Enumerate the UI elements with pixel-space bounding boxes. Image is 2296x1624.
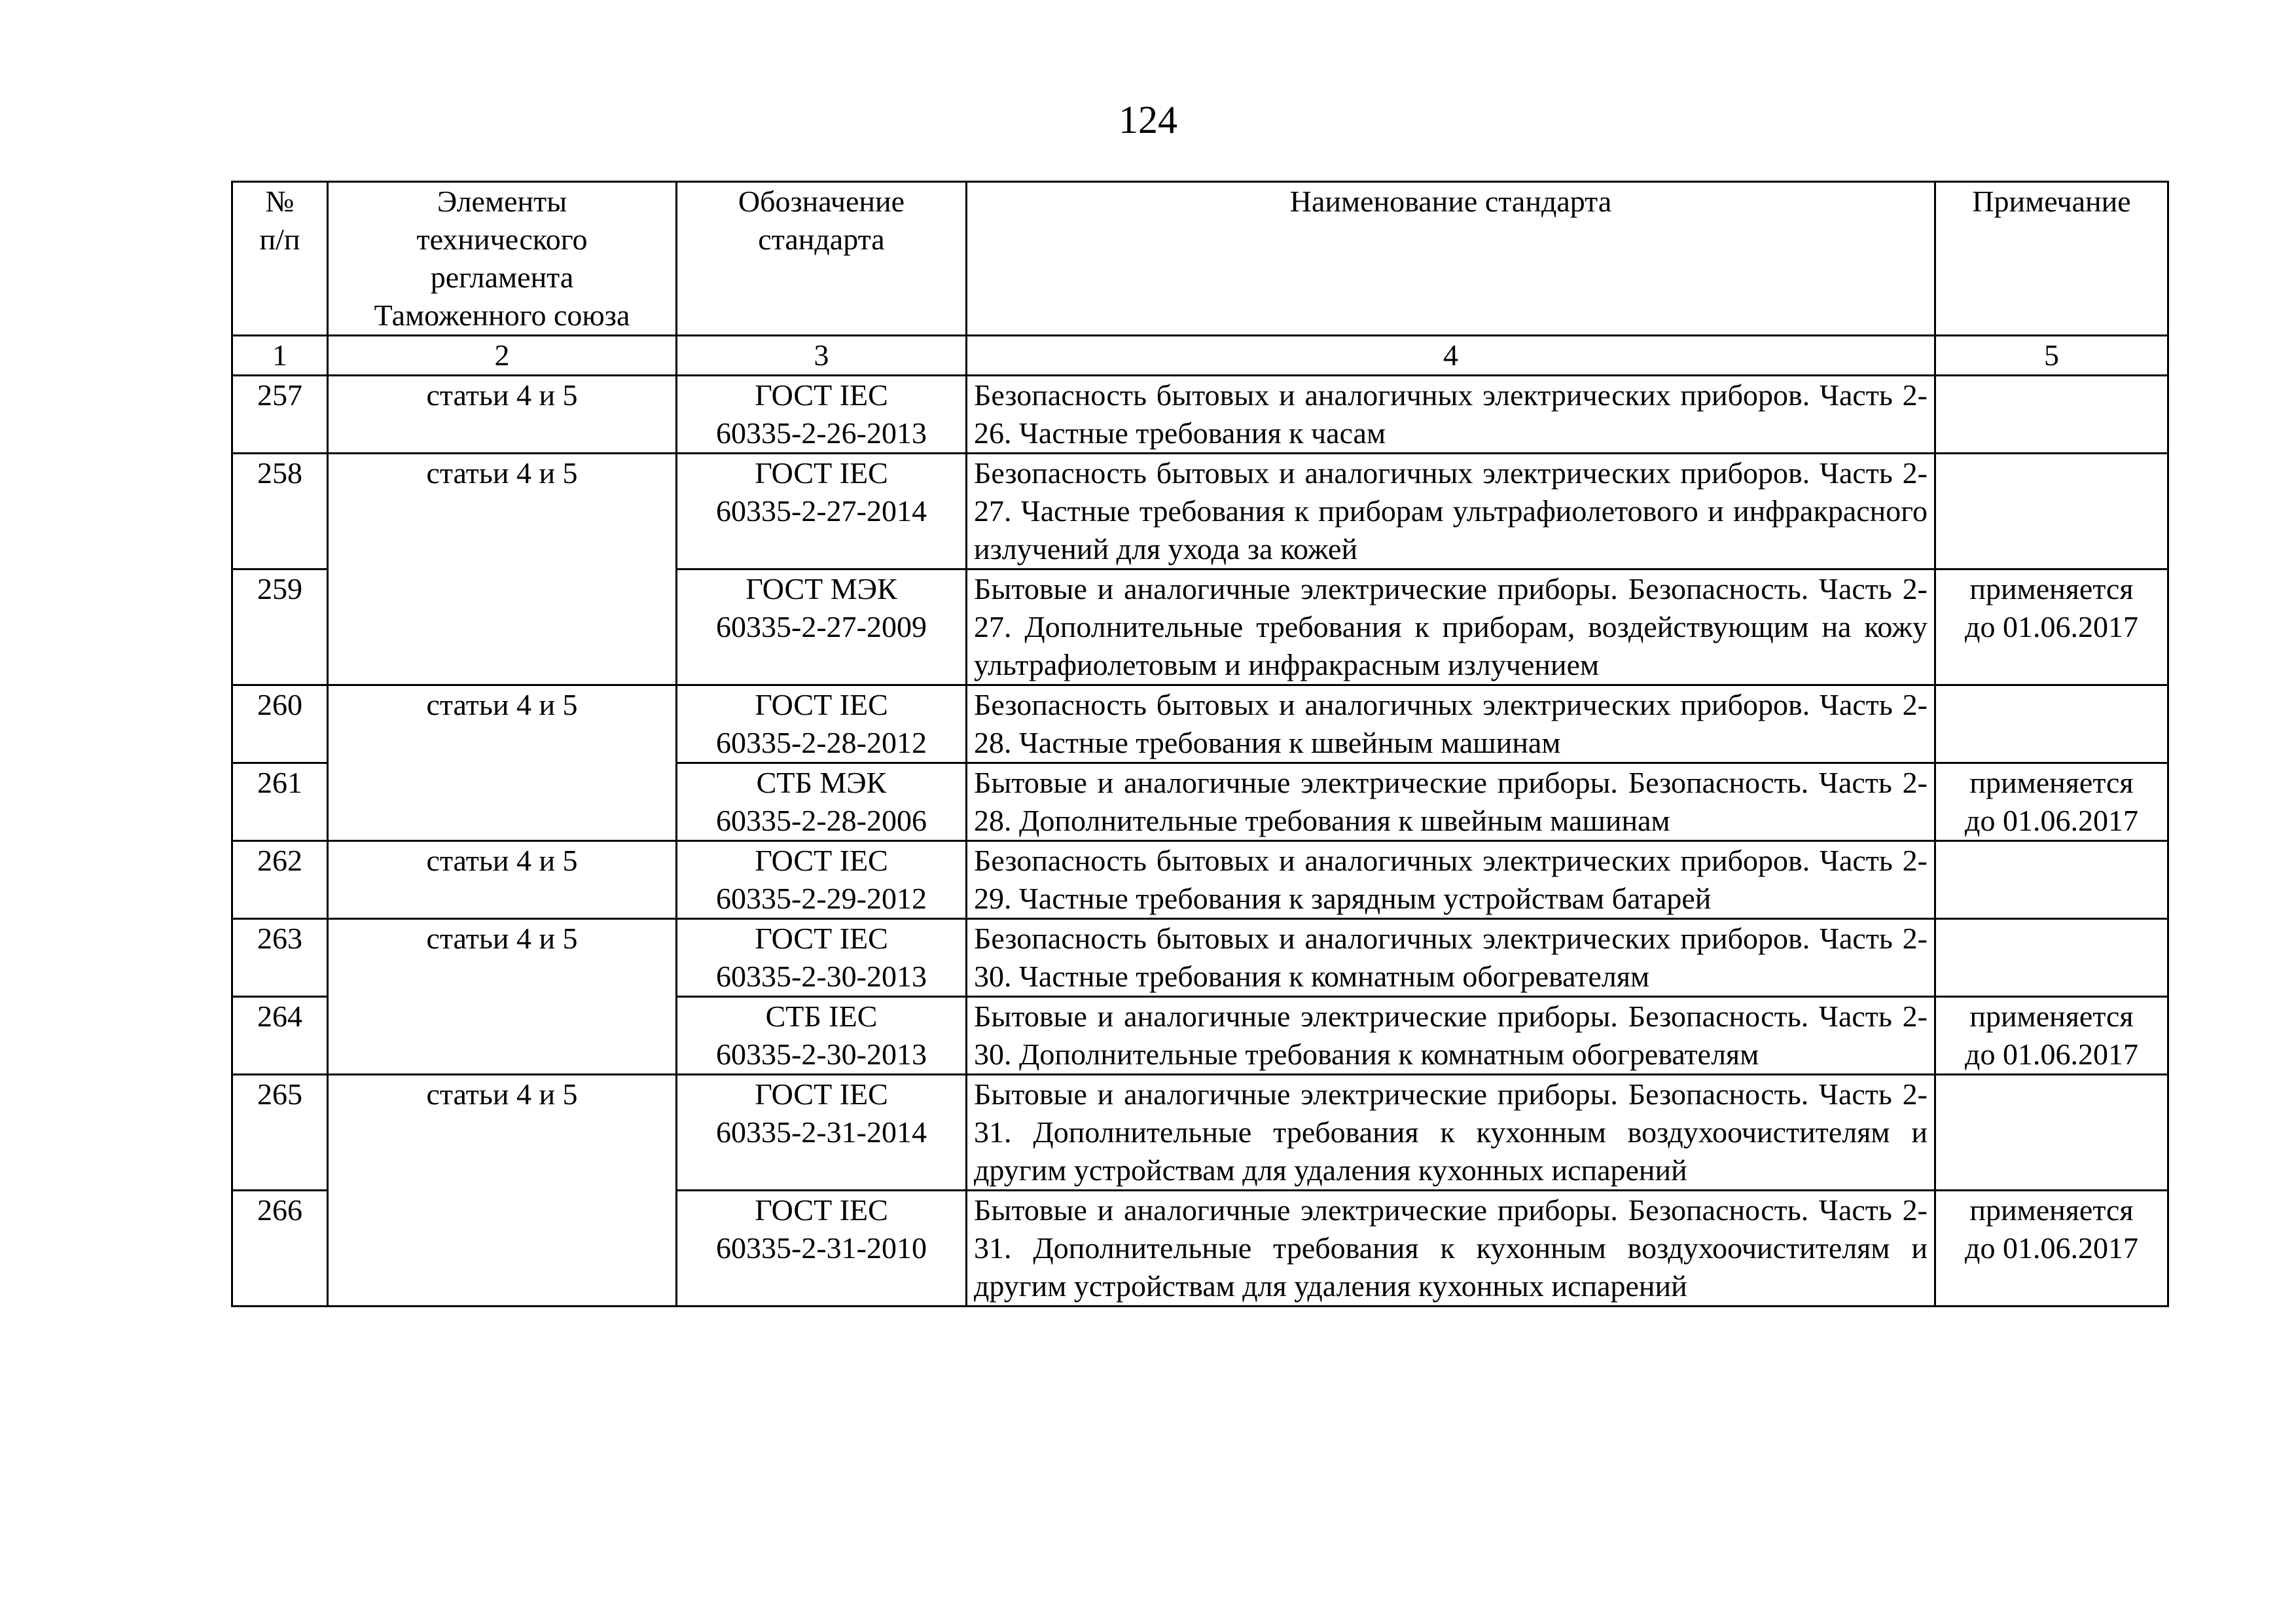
column-number: 4: [967, 336, 1935, 376]
standard-code-line: 60335-2-29-2012: [716, 882, 927, 915]
regulation-elements-cell: статьи 4 и 5: [328, 454, 677, 685]
regulation-elements-cell: статьи 4 и 5: [328, 685, 677, 841]
standard-name-cell: Бытовые и аналогичные электрические приборы. Безопасность. Часть 2-31. Дополнительные требования к кухонным воздухоочистителям и другим устройствам для удаления кухонных испарений: [967, 1075, 1935, 1191]
standard-code-line: 60335-2-31-2010: [716, 1231, 927, 1265]
standard-name-cell: Бытовые и аналогичные электрические приборы. Безопасность. Часть 2-30. Дополнительные требования к комнатным обогревателям: [967, 997, 1935, 1075]
row-number-cell: 264: [232, 997, 328, 1075]
standard-code-cell: [677, 1075, 967, 1191]
table-body: [232, 376, 2168, 1307]
header-num-line: №: [265, 185, 295, 218]
header-num-line: п/п: [259, 223, 300, 256]
header-code-line: Обозначение: [738, 185, 905, 218]
standard-code-line: 60335-2-27-2014: [716, 494, 927, 528]
header-code-line: стандарта: [758, 223, 885, 256]
standard-code-line: ГОСТ IEC: [755, 456, 888, 490]
note-cell: [1935, 997, 2168, 1075]
note-cell: [1935, 919, 2168, 997]
regulation-elements-cell: статьи 4 и 5: [328, 919, 677, 1075]
standard-code-cell: [677, 919, 967, 997]
table-row: [232, 454, 2168, 569]
table-row: [232, 919, 2168, 997]
table-row: [232, 685, 2168, 763]
standard-name-cell: Безопасность бытовых и аналогичных электрических приборов. Часть 2-27. Частные требования к приборам ультрафиолетового и инфракрасного излучений для ухода за кожей: [967, 454, 1935, 569]
note-cell: [1935, 685, 2168, 763]
standard-code-cell: [677, 569, 967, 685]
column-number: 1: [232, 336, 328, 376]
row-number-cell: 261: [232, 763, 328, 841]
column-number: 2: [328, 336, 677, 376]
standard-code-line: СТБ МЭК: [756, 766, 887, 799]
note-cell: [1935, 376, 2168, 454]
row-number-cell: 258: [232, 454, 328, 569]
row-number-cell: 259: [232, 569, 328, 685]
standard-code-line: 60335-2-28-2012: [716, 726, 927, 759]
column-number: 5: [1935, 336, 2168, 376]
table-row: [232, 841, 2168, 919]
note-cell: [1935, 763, 2168, 841]
header-row: [232, 182, 2168, 336]
standards-table: [231, 181, 2169, 1307]
standard-code-line: 60335-2-28-2006: [716, 804, 927, 837]
standard-code-line: ГОСТ IEC: [755, 1077, 888, 1111]
standard-name-cell: Безопасность бытовых и аналогичных электрических приборов. Часть 2-28. Частные требования к швейным машинам: [967, 685, 1935, 763]
header-code: [677, 182, 967, 336]
row-number-cell: 266: [232, 1191, 328, 1307]
header-elements: [328, 182, 677, 336]
header-elements-line: регламента: [430, 261, 574, 294]
standard-name-cell: Бытовые и аналогичные электрические приборы. Безопасность. Часть 2-31. Дополнительные требования к кухонным воздухоочистителям и другим устройствам для удаления кухонных испарений: [967, 1191, 1935, 1307]
note-line: применяется: [1969, 1000, 2134, 1033]
standard-name-cell: Бытовые и аналогичные электрические приборы. Безопасность. Часть 2-27. Дополнительные требования к приборам, воздействующим на кожу ультрафиолетовым и инфракрасным излучением: [967, 569, 1935, 685]
standard-name-cell: Безопасность бытовых и аналогичных электрических приборов. Часть 2-30. Частные требования к комнатным обогревателям: [967, 919, 1935, 997]
standard-code-cell: [677, 376, 967, 454]
header-note: Примечание: [1935, 182, 2168, 336]
standard-code-line: ГОСТ IEC: [755, 922, 888, 955]
standard-code-cell: [677, 997, 967, 1075]
note-cell: [1935, 454, 2168, 569]
standard-code-line: ГОСТ IEC: [755, 688, 888, 721]
note-line: применяется: [1969, 1193, 2134, 1227]
standard-code-line: ГОСТ IEC: [755, 1193, 888, 1227]
note-line: применяется: [1969, 766, 2134, 799]
standard-code-line: ГОСТ IEC: [755, 378, 888, 412]
standard-code-cell: [677, 1191, 967, 1307]
standard-code-line: 60335-2-30-2013: [716, 1038, 927, 1071]
header-elements-line: технического: [416, 223, 588, 256]
note-line: до 01.06.2017: [1965, 1038, 2138, 1071]
note-line: применяется: [1969, 572, 2134, 605]
standard-code-line: ГОСТ IEC: [755, 844, 888, 877]
header-num: [232, 182, 328, 336]
table-row: [232, 376, 2168, 454]
header-elements-line: Элементы: [437, 185, 567, 218]
column-number: 3: [677, 336, 967, 376]
note-cell: [1935, 841, 2168, 919]
standard-code-cell: [677, 841, 967, 919]
standard-code-cell: [677, 685, 967, 763]
standard-code-line: 60335-2-26-2013: [716, 416, 927, 450]
standard-code-line: ГОСТ МЭК: [745, 572, 897, 605]
regulation-elements-cell: статьи 4 и 5: [328, 841, 677, 919]
standard-code-line: 60335-2-31-2014: [716, 1115, 927, 1149]
header-elements-line: Таможенного союза: [374, 298, 630, 332]
row-number-cell: 257: [232, 376, 328, 454]
table-row: [232, 1075, 2168, 1191]
page-number: 124: [1119, 98, 1177, 141]
row-number-cell: 265: [232, 1075, 328, 1191]
note-line: до 01.06.2017: [1965, 610, 2138, 643]
standard-code-cell: [677, 763, 967, 841]
note-cell: [1935, 569, 2168, 685]
standard-code-line: СТБ IEC: [765, 1000, 878, 1033]
header-name: Наименование стандарта: [967, 182, 1935, 336]
row-number-cell: 260: [232, 685, 328, 763]
standard-name-cell: Безопасность бытовых и аналогичных электрических приборов. Часть 2-26. Частные требования к часам: [967, 376, 1935, 454]
standard-code-line: 60335-2-30-2013: [716, 960, 927, 993]
row-number-cell: 263: [232, 919, 328, 997]
standard-code-line: 60335-2-27-2009: [716, 610, 927, 643]
note-cell: [1935, 1075, 2168, 1191]
standard-name-cell: Безопасность бытовых и аналогичных электрических приборов. Часть 2-29. Частные требования к зарядным устройствам батарей: [967, 841, 1935, 919]
note-line: до 01.06.2017: [1965, 1231, 2138, 1265]
note-line: до 01.06.2017: [1965, 804, 2138, 837]
standard-code-cell: [677, 454, 967, 569]
column-numbering-row: [232, 336, 2168, 376]
note-cell: [1935, 1191, 2168, 1307]
regulation-elements-cell: статьи 4 и 5: [328, 376, 677, 454]
regulation-elements-cell: статьи 4 и 5: [328, 1075, 677, 1307]
row-number-cell: 262: [232, 841, 328, 919]
standard-name-cell: Бытовые и аналогичные электрические приборы. Безопасность. Часть 2-28. Дополнительные требования к швейным машинам: [967, 763, 1935, 841]
